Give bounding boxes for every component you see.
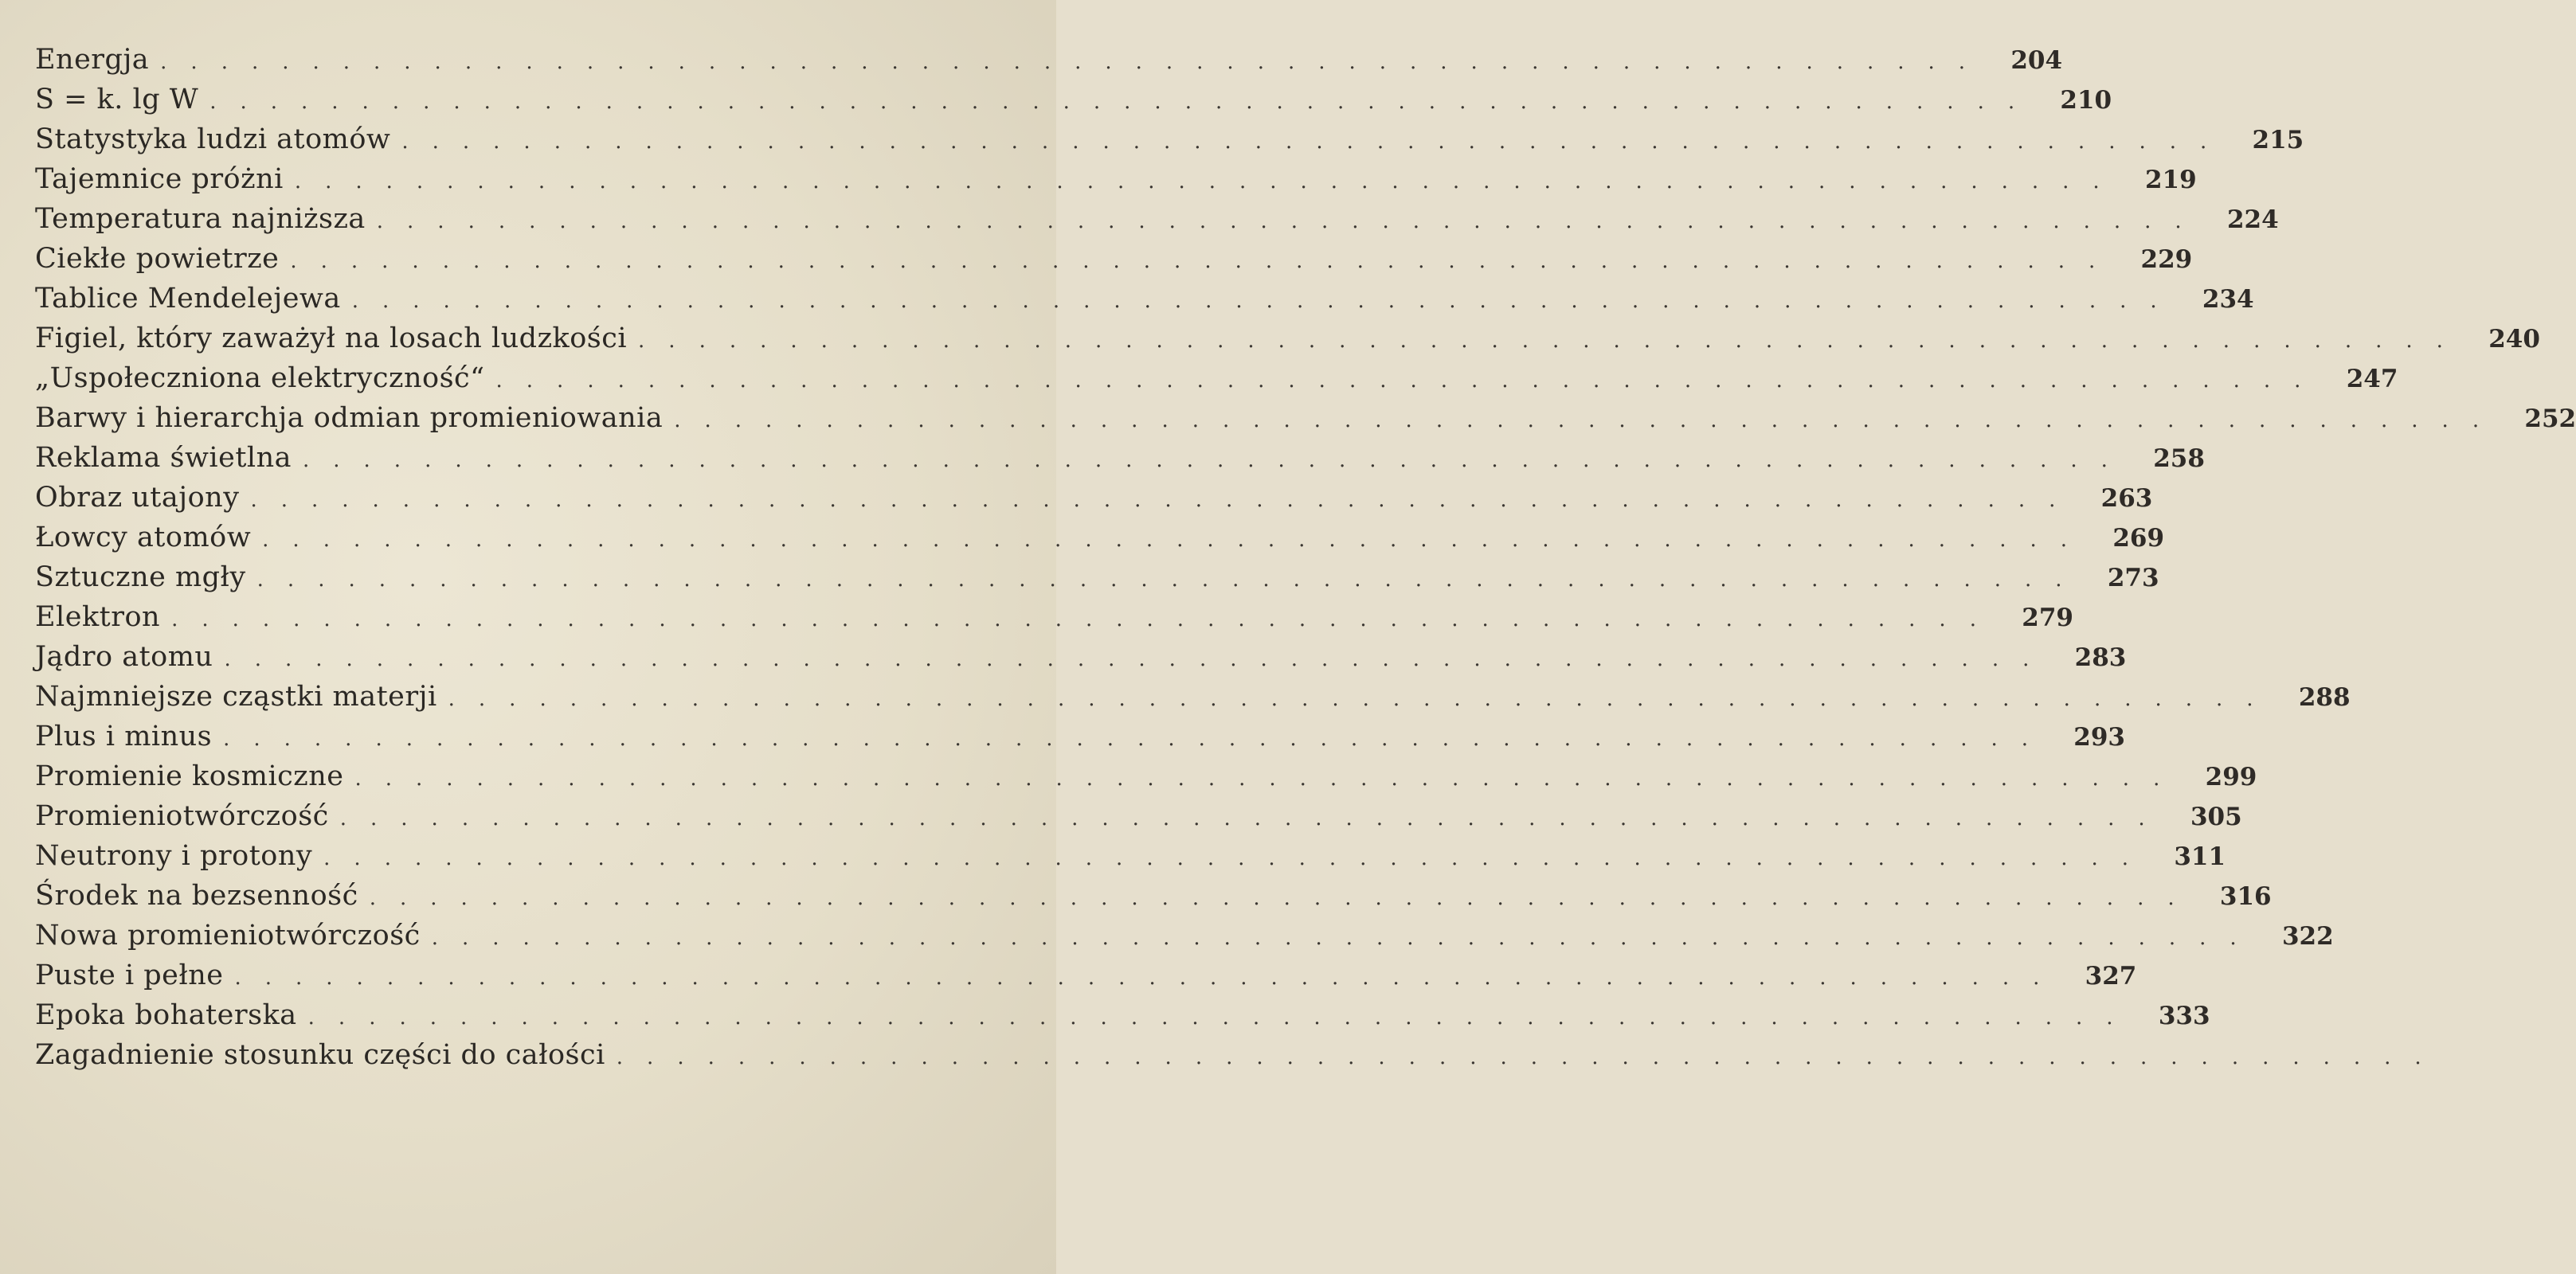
toc-entry	[35, 478, 2153, 518]
dot-leader: ............................................................	[223, 727, 2053, 751]
toc-entry	[35, 995, 2210, 1035]
toc-entry-title: Elektron	[35, 601, 161, 633]
toc-entry-page-number: 293	[2073, 723, 2126, 752]
dot-leader: ............................................................	[351, 289, 2181, 313]
toc-entry-title: Nowa promieniotwórczość	[35, 920, 421, 952]
dot-leader: ............................................................	[376, 209, 2206, 233]
toc-entry-page-number: 311	[2174, 842, 2226, 871]
toc-entry-page-number: 240	[2488, 325, 2540, 354]
toc-entry-title: Tablice Mendelejewa	[35, 283, 341, 315]
table-of-contents	[35, 40, 2576, 1075]
toc-entry-page-number: 204	[2010, 46, 2063, 75]
toc-entry-page-number: 269	[2112, 524, 2165, 553]
toc-entry-page-number: 316	[2219, 882, 2272, 911]
toc-entry-title: Neutrony i protony	[35, 840, 313, 872]
toc-entry-page-number: 258	[2153, 444, 2205, 473]
dot-leader: ............................................................	[431, 926, 2261, 950]
dot-leader: ............................................................	[294, 170, 2124, 193]
toc-entry	[35, 836, 2226, 876]
toc-entry	[35, 637, 2127, 677]
toc-entry	[35, 358, 2398, 398]
toc-entry-title: Zagadnienie stosunku części do całości	[35, 1039, 605, 1071]
dot-leader: ............................................................	[448, 687, 2277, 711]
dot-leader: ............................................................	[262, 528, 2092, 552]
dot-leader: ............................................................	[616, 1045, 2445, 1069]
toc-entry-page-number: 215	[2252, 126, 2304, 154]
dot-leader: ............................................................	[209, 90, 2039, 114]
toc-entry-title: Środek na bezsenność	[35, 880, 358, 912]
toc-entry-page-number: 224	[2226, 205, 2279, 234]
dot-leader: ............................................................	[160, 50, 1990, 74]
toc-entry	[35, 279, 2254, 318]
toc-entry	[35, 518, 2165, 557]
toc-entry-title: „Uspołeczniona elektryczność“	[35, 362, 485, 394]
toc-entry-page-number: 247	[2346, 365, 2398, 393]
dot-leader: ............................................................	[401, 130, 2231, 154]
toc-entry-title: Ciekłe powietrze	[35, 243, 280, 275]
toc-entry-title: Sztuczne mgły	[35, 561, 246, 593]
toc-entry-page-number: 305	[2190, 803, 2242, 831]
toc-entry-title: Barwy i hierarchja odmian promieniowania	[35, 402, 664, 434]
dot-leader: ............................................................	[495, 369, 2325, 393]
toc-entry-page-number: 229	[2140, 245, 2193, 274]
toc-entry-page-number: 234	[2202, 285, 2254, 314]
dot-leader: ............................................................	[224, 647, 2053, 671]
dot-leader: ............................................................	[369, 886, 2198, 910]
toc-entry-page-number: 322	[2281, 922, 2334, 951]
toc-entry	[35, 40, 2063, 80]
toc-entry-page-number: 327	[2085, 962, 2137, 991]
dot-leader: ............................................................	[290, 249, 2120, 273]
toc-entry-title: Promienie kosmiczne	[35, 760, 344, 792]
toc-entry-title: Plus i minus	[35, 721, 213, 752]
toc-entry-page-number: 273	[2107, 564, 2159, 592]
dot-leader: ............................................................	[171, 608, 2000, 631]
dot-leader: ............................................................	[307, 1006, 2137, 1030]
toc-entry-page-number: 299	[2205, 763, 2257, 791]
toc-entry-title: Figiel, który zaważył na losach ludzkości	[35, 322, 628, 354]
toc-entry-page-number: 219	[2144, 166, 2197, 194]
toc-entry	[35, 956, 2137, 995]
dot-leader: ............................................................	[638, 329, 2467, 353]
toc-entry-page-number: 283	[2074, 643, 2127, 672]
toc-entry-title: S = k. lg W	[35, 84, 199, 115]
toc-entry	[35, 597, 2073, 637]
toc-entry-title: Puste i pełne	[35, 959, 224, 991]
toc-entry	[35, 119, 2304, 159]
dot-leader: ............................................................	[256, 568, 2086, 592]
toc-entry	[35, 756, 2257, 796]
toc-entry	[35, 717, 2126, 756]
toc-entry-title: Epoka bohaterska	[35, 999, 297, 1031]
toc-entry-title: Jądro atomu	[35, 641, 213, 673]
toc-entry	[35, 876, 2272, 916]
toc-entry	[35, 199, 2279, 239]
toc-entry	[35, 80, 2112, 119]
toc-entry-title: Energja	[35, 44, 150, 76]
toc-entry-title: Statystyka ludzi atomów	[35, 123, 391, 155]
toc-entry	[35, 318, 2540, 358]
toc-entry-title: Tajemnice próżni	[35, 163, 284, 195]
toc-entry-title: Promieniotwórczość	[35, 800, 329, 832]
toc-entry-page-number: 210	[2060, 86, 2112, 115]
toc-entry	[35, 159, 2197, 199]
dot-leader: ............................................................	[323, 846, 2153, 870]
toc-entry-title: Łowcy atomów	[35, 522, 252, 553]
toc-entry-title: Najmniejsze cząstki materji	[35, 681, 437, 713]
dot-leader: ............................................................	[250, 488, 2080, 512]
toc-entry-page-number: 252	[2524, 404, 2576, 433]
dot-leader: ............................................................	[303, 448, 2132, 472]
toc-entry-title: Temperatura najniższa	[35, 203, 366, 235]
toc-entry-title: Reklama świetlna	[35, 442, 292, 474]
toc-entry-title: Obraz utajony	[35, 482, 240, 514]
toc-entry	[35, 916, 2334, 956]
dot-leader: ............................................................	[339, 807, 2169, 830]
toc-entry	[35, 438, 2205, 478]
toc-entry	[35, 398, 2576, 438]
toc-entry	[35, 239, 2193, 279]
toc-entry	[35, 1035, 2445, 1075]
dot-leader: ............................................................	[354, 767, 2184, 791]
toc-entry	[35, 677, 2351, 717]
toc-entry-page-number: 288	[2298, 683, 2351, 712]
toc-entry-page-number: 279	[2022, 604, 2073, 632]
toc-entry-page-number: 263	[2100, 484, 2153, 513]
dot-leader: ............................................................	[674, 408, 2504, 432]
toc-entry	[35, 796, 2242, 836]
toc-entry	[35, 557, 2159, 597]
toc-entry-page-number: 333	[2158, 1002, 2210, 1030]
dot-leader: ............................................................	[234, 966, 2064, 990]
